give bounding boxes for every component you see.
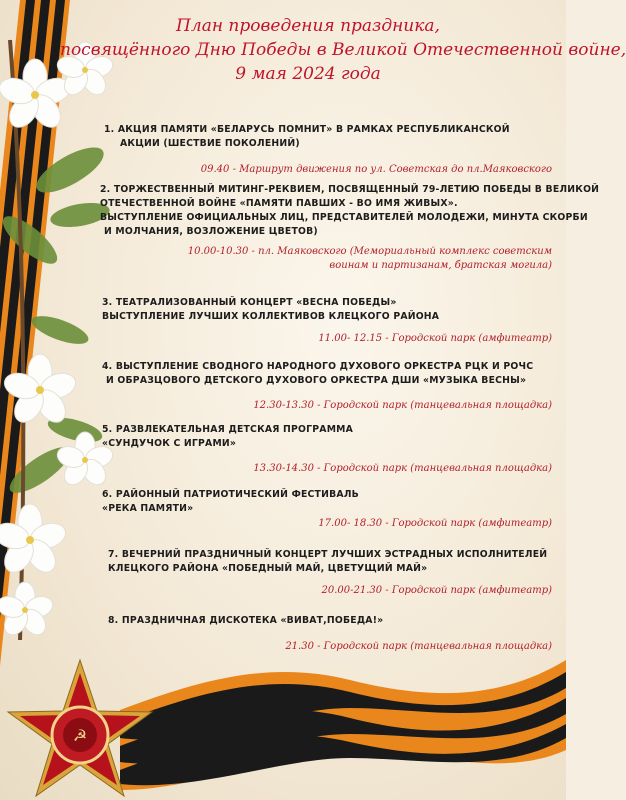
event-8-time: 21.30 - Городской парк (танцевальная площадка)	[285, 641, 552, 652]
event-4-title: 4. ВЫСТУПЛЕНИЕ СВОДНОГО НАРОДНОГО ДУХОВОГО ОРКЕСТРА РЦК И РОЧС И ОБРАЗЦОВОГО ДЕТСКОГО ДУХОВОГО ОРКЕСТРА ДШИ «МУЗЫКА ВЕСНЫ»	[102, 361, 534, 386]
event-3-title: 3. ТЕАТРАЛИЗОВАННЫЙ КОНЦЕРТ «ВЕСНА ПОБЕДЫ» ВЫСТУПЛЕНИЕ ЛУЧШИХ КОЛЛЕКТИВОВ КЛЕЦКОГО РАЙОНА	[102, 297, 440, 322]
event-2-time: 10.00-10.30 - пл. Маяковского (Мемориальный комплекс советским воинам и партизанам, братская могила)	[187, 246, 552, 271]
event-1-title: 1. АКЦИЯ ПАМЯТИ «БЕЛАРУСЬ ПОМНИТ» В РАМКАХ РЕСПУБЛИКАНСКОЙ АКЦИИ (ШЕСТВИЕ ПОКОЛЕНИЙ)	[104, 124, 510, 149]
event-5-time: 13.30-14.30 - Городской парк (танцевальная площадка)	[253, 463, 552, 474]
event-5-title: 5. РАЗВЛЕКАТЕЛЬНАЯ ДЕТСКАЯ ПРОГРАММА «СУНДУЧОК С ИГРАМИ»	[102, 424, 353, 449]
page-title	[60, 14, 626, 86]
svg-text:☭: ☭	[72, 726, 88, 745]
title-line-1: План проведения праздника,	[176, 16, 440, 36]
event-3-time: 11.00- 12.15 - Городской парк (амфитеатр)	[318, 333, 552, 344]
event-7-time: 20.00-21.30 - Городской парк (амфитеатр)	[321, 585, 552, 596]
event-6-time: 17.00- 18.30 - Городской парк (амфитеатр)	[318, 518, 552, 529]
event-7-title: 7. ВЕЧЕРНИЙ ПРАЗДНИЧНЫЙ КОНЦЕРТ ЛУЧШИХ ЭСТРАДНЫХ ИСПОЛНИТЕЛЕЙ КЛЕЦКОГО РАЙОНА «ПОБЕДНЫЙ МАЙ, ЦВЕТУЩИЙ МАЙ»	[108, 549, 548, 574]
order-of-patriotic-war-icon	[0, 650, 160, 800]
event-2-title: 2. ТОРЖЕСТВЕННЫЙ МИТИНГ-РЕКВИЕМ, ПОСВЯЩЕННЫЙ 79-ЛЕТИЮ ПОБЕДЫ В ВЕЛИКОЙ ОТЕЧЕСТВЕННОЙ ВОЙНЕ «ПАМЯТИ ПАВШИХ - ВО ИМЯ ЖИВЫХ». ВЫСТУПЛЕНИЕ ОФИЦИАЛЬНЫХ ЛИЦ, ПРЕДСТАВИТЕЛЕЙ МОЛОДЕЖИ, МИНУТА СКОРБИ И МОЛЧАНИЯ, ВОЗЛОЖЕНИЕ ЦВЕТОВ)	[100, 184, 600, 237]
event-6-title: 6. РАЙОННЫЙ ПАТРИОТИЧЕСКИЙ ФЕСТИВАЛЬ «РЕКА ПАМЯТИ»	[102, 489, 359, 514]
event-8-title: 8. ПРАЗДНИЧНАЯ ДИСКОТЕКА «ВИВАТ,ПОБЕДА!»	[108, 615, 384, 626]
title-line-3: 9 мая 2024 года	[235, 64, 381, 84]
event-4-time: 12.30-13.30 - Городской парк (танцевальная площадка)	[253, 400, 552, 411]
st-george-ribbon-bottom	[120, 640, 566, 800]
event-1-time: 09.40 - Маршрут движения по ул. Советская до пл.Маяковского	[200, 164, 552, 175]
title-line-2: посвящённого Дню Победы в Великой Отечественной войне,	[60, 40, 626, 60]
apple-blossom-decoration	[0, 0, 120, 680]
